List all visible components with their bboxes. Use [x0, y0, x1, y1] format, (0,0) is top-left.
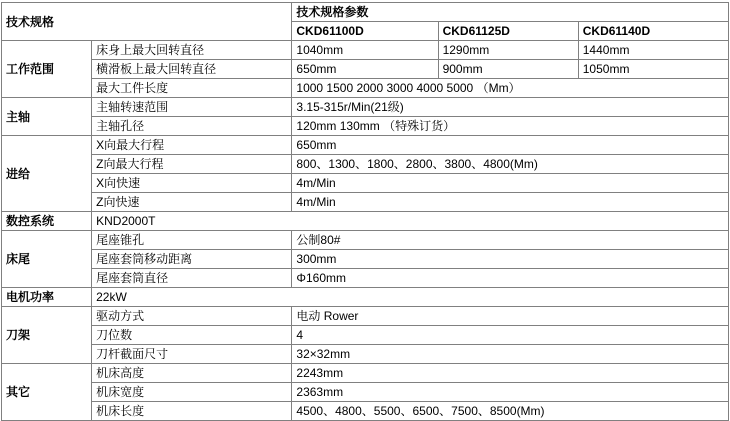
- header-model-1: CKD61100D: [292, 22, 438, 41]
- group-label-spindle: 主轴: [2, 98, 92, 136]
- row-value: 公制80#: [292, 231, 729, 250]
- table-row: [2, 269, 729, 288]
- table-row: [2, 60, 729, 79]
- row-value: 1040mm: [292, 41, 438, 60]
- group-label-cnc-system: 数控系统: [2, 212, 92, 231]
- table-row: [2, 345, 729, 364]
- row-label: X向最大行程: [92, 136, 292, 155]
- row-label: X向快速: [92, 174, 292, 193]
- row-label: 床身上最大回转直径: [92, 41, 292, 60]
- row-label: 机床长度: [92, 402, 292, 421]
- row-value: 1050mm: [578, 60, 728, 79]
- row-value: 1440mm: [578, 41, 728, 60]
- row-label: KND2000T: [92, 212, 729, 231]
- row-label: 主轴孔径: [92, 117, 292, 136]
- row-value: 4500、4800、5500、6500、7500、8500(Mm): [292, 402, 729, 421]
- table-row: [2, 79, 729, 98]
- row-value: 4: [292, 326, 729, 345]
- row-label: 主轴转速范围: [92, 98, 292, 117]
- row-label: 22kW: [92, 288, 729, 307]
- group-label-tool-post: 刀架: [2, 307, 92, 364]
- row-label: 尾座锥孔: [92, 231, 292, 250]
- row-label: Z向最大行程: [92, 155, 292, 174]
- row-label: 刀杆截面尺寸: [92, 345, 292, 364]
- row-value: 4m/Min: [292, 193, 729, 212]
- table-row: [2, 136, 729, 155]
- table-row: [2, 288, 729, 307]
- group-label-motor-power: 电机功率: [2, 288, 92, 307]
- row-label: 机床高度: [92, 364, 292, 383]
- row-value: 32×32mm: [292, 345, 729, 364]
- table-row: [2, 212, 729, 231]
- row-value: 4m/Min: [292, 174, 729, 193]
- group-label-feed: 进给: [2, 136, 92, 212]
- table-row: [2, 364, 729, 383]
- header-model-2: CKD61125D: [438, 22, 578, 41]
- row-value: 900mm: [438, 60, 578, 79]
- table-row: [2, 231, 729, 250]
- table-row: [2, 307, 729, 326]
- row-label: Z向快速: [92, 193, 292, 212]
- table-row: [2, 326, 729, 345]
- row-value: 650mm: [292, 136, 729, 155]
- table-header-row-title: [2, 3, 729, 22]
- row-label: 尾座套筒移动距离: [92, 250, 292, 269]
- group-label-tailstock: 床尾: [2, 231, 92, 288]
- row-value: 1000 1500 2000 3000 4000 5000 （Mm）: [292, 79, 729, 98]
- row-value: Φ160mm: [292, 269, 729, 288]
- row-label: 机床宽度: [92, 383, 292, 402]
- header-spec-label: 技术规格: [2, 3, 292, 41]
- group-label-other: 其它: [2, 364, 92, 421]
- row-value: 800、1300、1800、2800、3800、4800(Mm): [292, 155, 729, 174]
- table-row: [2, 117, 729, 136]
- row-value: 电动 Rower: [292, 307, 729, 326]
- header-param-title: 技术规格参数: [292, 3, 729, 22]
- header-model-3: CKD61140D: [578, 22, 728, 41]
- table-row: [2, 193, 729, 212]
- row-value: 3.15-315r/Min(21级): [292, 98, 729, 117]
- technical-specification-table: [1, 2, 729, 421]
- table-row: [2, 250, 729, 269]
- row-label: 刀位数: [92, 326, 292, 345]
- row-value: 650mm: [292, 60, 438, 79]
- row-value: 300mm: [292, 250, 729, 269]
- table-row: [2, 41, 729, 60]
- row-value: 120mm 130mm （特殊订货）: [292, 117, 729, 136]
- row-label: 最大工件长度: [92, 79, 292, 98]
- table-row: [2, 155, 729, 174]
- row-value: 1290mm: [438, 41, 578, 60]
- row-value: 2243mm: [292, 364, 729, 383]
- row-label: 横滑板上最大回转直径: [92, 60, 292, 79]
- table-row: [2, 98, 729, 117]
- group-label-work-range: 工作范围: [2, 41, 92, 98]
- row-value: 2363mm: [292, 383, 729, 402]
- row-label: 尾座套筒直径: [92, 269, 292, 288]
- row-label: 驱动方式: [92, 307, 292, 326]
- table-row: [2, 383, 729, 402]
- table-row: [2, 174, 729, 193]
- table-row: [2, 402, 729, 421]
